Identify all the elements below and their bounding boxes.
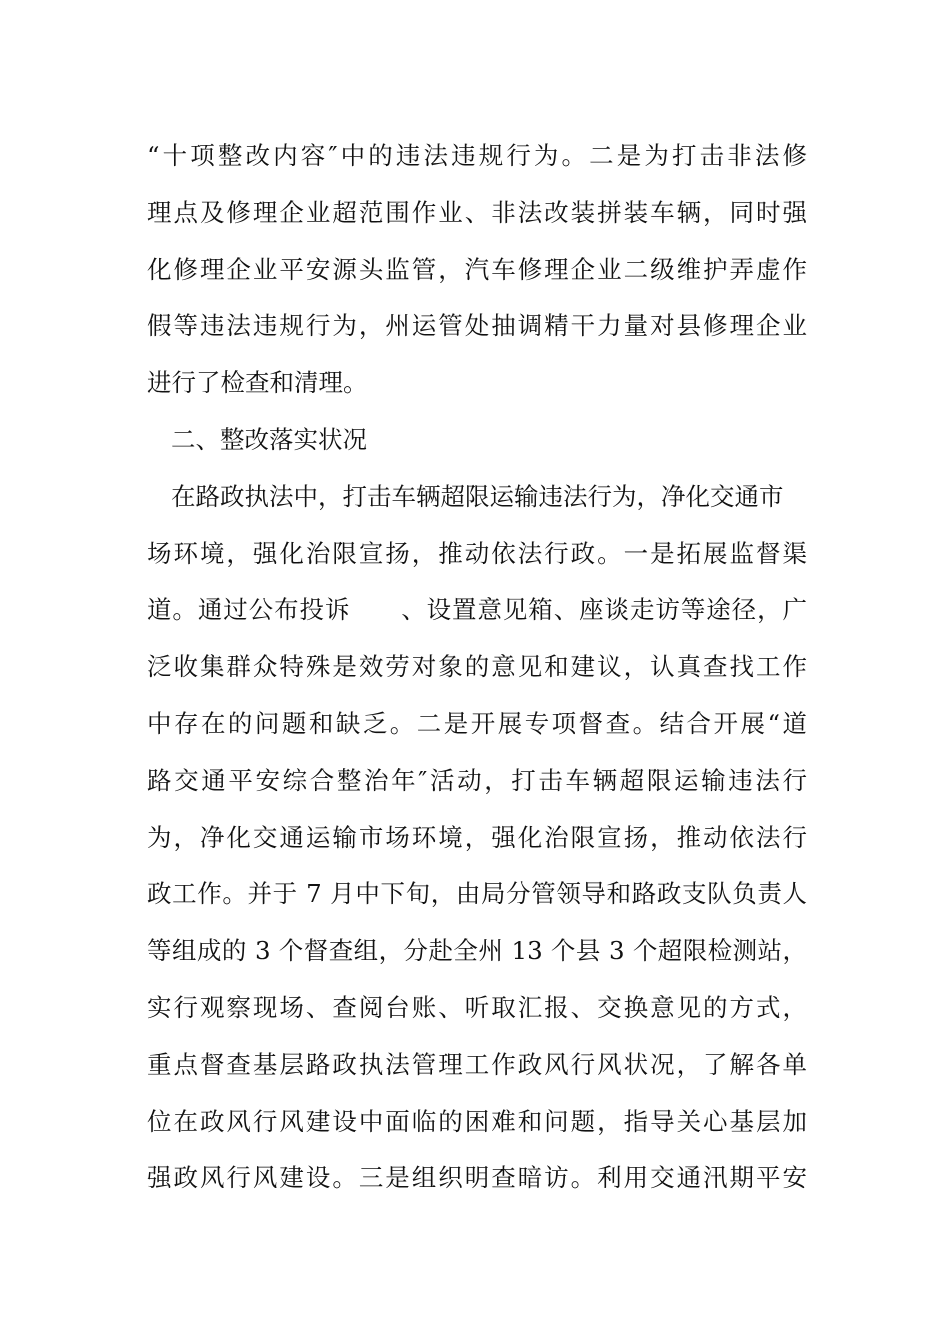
text-line: 政工作。并于 7 月中下旬，由局分管领导和路政支队负责人: [147, 879, 807, 909]
text-line: 理点及修理企业超范围作业、非法改装拼装车辆，同时强: [147, 197, 807, 227]
text-line: 等组成的 3 个督查组，分赴全州 13 个县 3 个超限检测站，: [147, 936, 807, 966]
section-heading: 二、整改落实状况: [171, 424, 367, 454]
text-line: 中存在的问题和缺乏。二是开展专项督查。结合开展“道: [147, 708, 807, 738]
body-text: [147, 128, 807, 1207]
text-line: 化修理企业平安源头监管，汽车修理企业二级维护弄虚作: [147, 254, 807, 284]
text-line: 进行了检查和清理。: [147, 368, 368, 398]
text-line: 假等违法违规行为，州运管处抽调精干力量对县修理企业: [147, 311, 807, 341]
text-line: 为，净化交通运输市场环境，强化治限宣扬，推动依法行: [147, 822, 807, 852]
text-line: 泛收集群众特殊是效劳对象的意见和建议，认真查找工作: [147, 652, 807, 682]
paragraph-first-line: 在路政执法中，打击车辆超限运输违法行为，净化交通市: [171, 481, 784, 511]
text-line: 实行观察现场、查阅台账、听取汇报、交换意见的方式，: [147, 992, 807, 1022]
text-line: 重点督查基层路政执法管理工作政风行风状况，了解各单: [147, 1049, 807, 1079]
text-line: 道。通过公布投诉 、设置意见箱、座谈走访等途径，广: [147, 595, 807, 625]
text-line: 强政风行风建设。三是组织明查暗访。利用交通汛期平安: [147, 1163, 807, 1193]
text-line: 路交通平安综合整治年″活动，打击车辆超限运输违法行: [147, 765, 807, 795]
text-line: 场环境，强化治限宣扬，推动依法行政。一是拓展监督渠: [147, 538, 807, 568]
text-line: “十项整改内容″中的违法违规行为。二是为打击非法修: [147, 141, 807, 170]
text-line: 位在政风行风建设中面临的困难和问题，指导关心基层加: [147, 1106, 807, 1136]
